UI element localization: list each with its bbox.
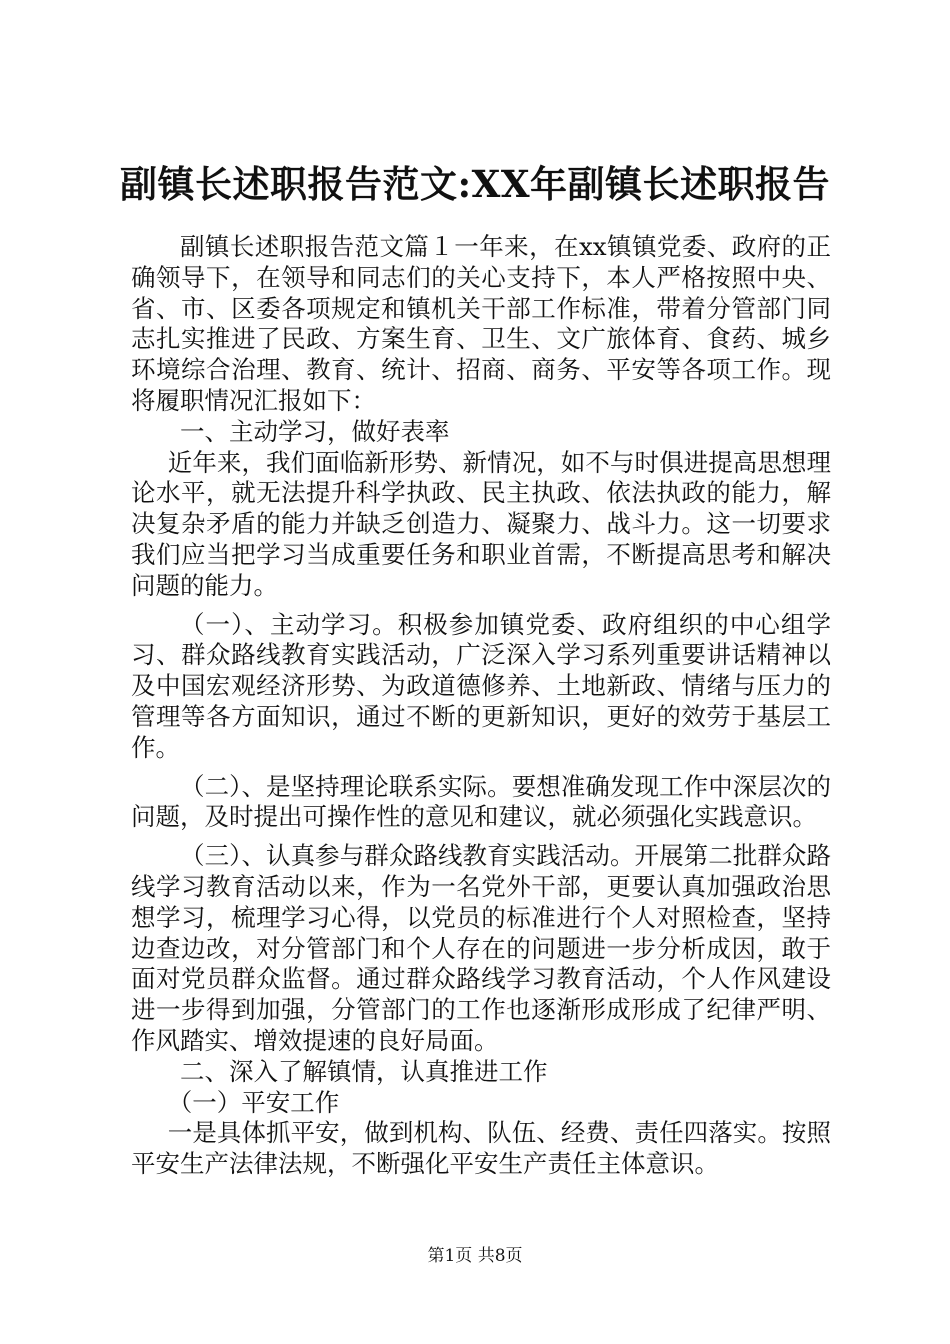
paragraph-study-context: 近年来，我们面临新形势、新情况，如不与时俱进提高思想理论水平，就无法提升科学执政、民主执政、依法执政的能力，解决复杂矛盾的能力并缺乏创造力、凝聚力、战斗力。这一切要求我们应当把学习当成重要任务和职业首需，不断提高思考和解决问题的能力。	[131, 447, 831, 600]
paragraph-intro: 副镇长述职报告范文篇１一年来，在xx镇镇党委、政府的正确领导下，在领导和同志们的关心支持下，本人严格按照中央、省、市、区委各项规定和镇机关干部工作标准，带着分管部门同志扎实推进了民政、方案生育、卫生、文广旅体育、食药、城乡环境综合治理、教育、统计、招商、商务、平安等各项工作。现将履职情况汇报如下：	[131, 232, 831, 415]
subsection-heading-safety: （一）平安工作	[167, 1087, 340, 1117]
paragraph-study-item-2: （二）、是坚持理论联系实际。要想准确发现工作中深层次的问题，及时提出可操作性的意见和建议，就必须强化实践意识。	[131, 771, 831, 832]
paragraph-study-item-3: （三）、认真参与群众路线教育实践活动。开展第二批群众路线学习教育活动以来，作为一名党外干部，更要认真加强政治思想学习，梳理学习心得，以党员的标准进行个人对照检查，坚持边查边改，对分管部门和个人存在的问题进一步分析成因，敢于面对党员群众监督。通过群众路线学习教育活动，个人作风建设进一步得到加强，分管部门的工作也逐渐形成形成了纪律严明、作风踏实、增效提速的良好局面。	[131, 841, 831, 1055]
section-heading-2: 二、深入了解镇情，认真推进工作	[180, 1056, 548, 1086]
paragraph-study-item-1: （一）、主动学习。积极参加镇党委、政府组织的中心组学习、群众路线教育实践活动，广泛深入学习系列重要讲话精神以及中国宏观经济形势、为政道德修养、土地新政、情绪与压力的管理等各方面知识，通过不断的更新知识，更好的效劳于基层工作。	[131, 609, 831, 762]
section-heading-1: 一、主动学习，做好表率	[180, 416, 450, 446]
document-title: 副镇长述职报告范文:XX年副镇长述职报告	[119, 162, 831, 206]
page-number-footer: 第1页 共8页	[427, 1246, 523, 1266]
paragraph-safety: 一是具体抓平安，做到机构、队伍、经费、责任四落实。按照平安生产法律法规，不断强化平安生产责任主体意识。	[131, 1118, 831, 1179]
document-body	[131, 232, 831, 1180]
